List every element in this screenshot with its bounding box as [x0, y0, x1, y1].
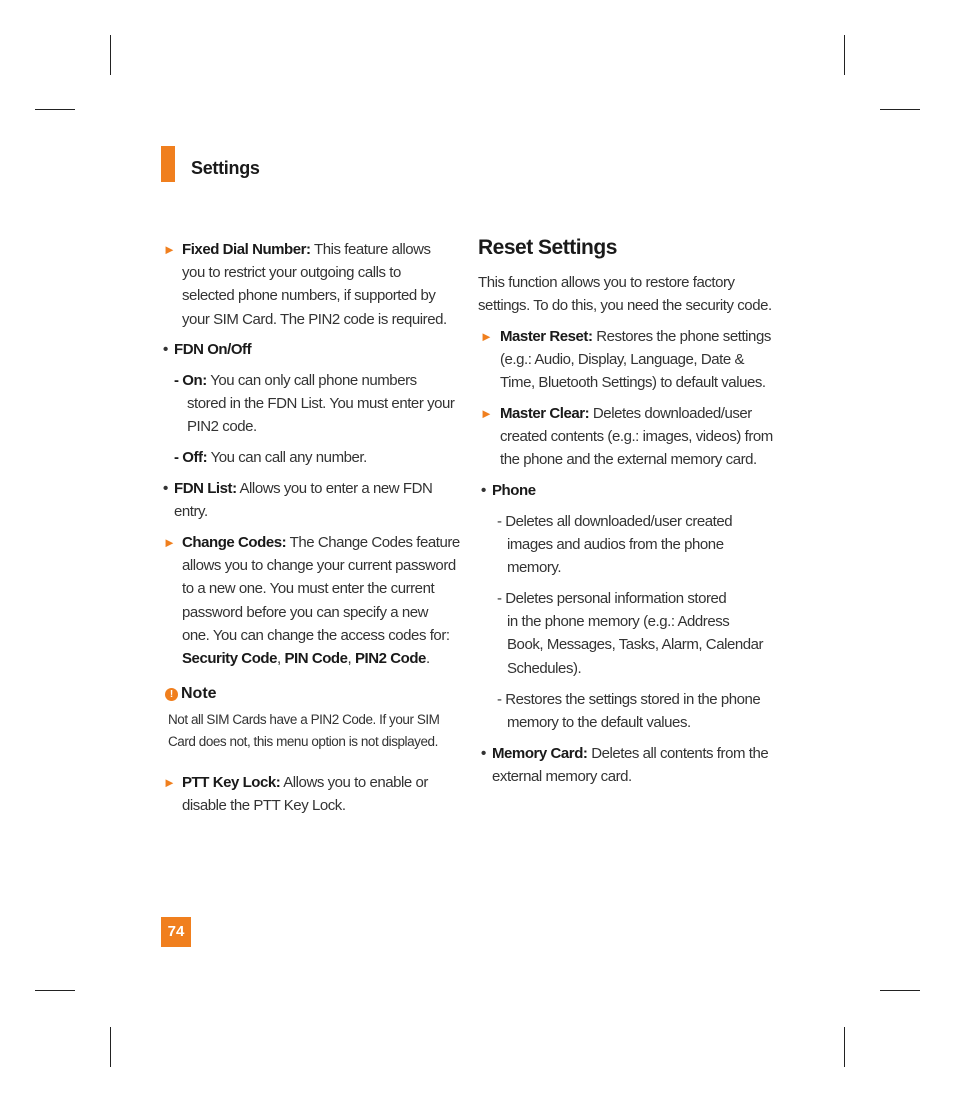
note-box	[163, 683, 463, 763]
crop-mark	[844, 1027, 845, 1067]
reset-settings-heading: Reset Settings	[478, 236, 617, 259]
bullet-icon: •	[481, 745, 486, 762]
fdn-list-text: Allows you to enter a new FDN	[239, 480, 433, 497]
pin2-code-text: PIN2 Code	[354, 650, 426, 668]
note-line: Not all SIM Cards have a PIN2 Code. If your SIM	[168, 712, 440, 727]
fixed-dial-text: This feature allows	[314, 241, 431, 258]
crop-mark	[110, 35, 111, 75]
fdn-off-text: You can call any number.	[210, 449, 367, 466]
arrow-icon: ►	[163, 775, 176, 790]
master-reset-label: Master Reset:	[500, 328, 593, 345]
arrow-icon: ►	[163, 535, 176, 550]
separator-text: ,	[277, 650, 285, 668]
phone-detail-text: Book, Messages, Tasks, Alarm, Calendar	[507, 636, 764, 654]
master-clear-text: the phone and the external memory card.	[500, 451, 757, 469]
period-text: .	[425, 650, 430, 668]
phone-detail-text: memory to the default values.	[507, 714, 691, 732]
note-title: Note	[181, 685, 217, 702]
fdn-on-label: - On:	[174, 372, 207, 389]
change-codes-text: to a new one. You must enter the current	[182, 580, 435, 598]
change-codes-label: Change Codes:	[182, 534, 287, 551]
phone-detail	[497, 510, 787, 580]
fdn-on-text: You can only call phone numbers	[210, 372, 417, 389]
phone-detail-text: - Restores the settings stored in the phone	[497, 691, 761, 708]
arrow-icon: ►	[480, 406, 493, 421]
fdn-on-text: stored in the FDN List. You must enter your	[187, 395, 455, 413]
master-reset-text: Restores the phone settings	[596, 328, 771, 345]
fixed-dial-text: selected phone numbers, if supported by	[182, 287, 436, 305]
change-codes-text: allows you to change your current password	[182, 557, 456, 575]
change-codes-text: one. You can change the access codes for:	[182, 626, 450, 644]
phone-detail	[497, 587, 787, 680]
exclamation-icon: !	[165, 688, 178, 701]
bullet-icon: •	[163, 480, 168, 497]
fdn-onoff-label: FDN On/Off	[174, 341, 252, 358]
crop-mark	[110, 1027, 111, 1067]
memory-card-label: Memory Card:	[492, 745, 588, 762]
crop-mark	[844, 35, 845, 75]
phone-detail-text: Schedules).	[507, 659, 582, 677]
fixed-dial-text: you to restrict your outgoing calls to	[182, 264, 401, 282]
section-accent-bar	[161, 146, 175, 182]
phone-detail-text: images and audios from the phone	[507, 536, 724, 554]
memory-card-text: external memory card.	[492, 768, 632, 786]
fdn-off-item	[174, 446, 464, 469]
reset-intro	[478, 271, 778, 317]
section-title: Settings	[191, 158, 260, 178]
change-codes-text: password before you can specify a new	[182, 603, 428, 621]
ptt-key-lock-text: Allows you to enable or	[283, 774, 428, 791]
security-code-text: Security Code	[182, 650, 278, 668]
intro-text: settings. To do this, you need the security code.	[478, 297, 772, 315]
master-reset-text: (e.g.: Audio, Display, Language, Date &	[500, 351, 745, 369]
phone-detail-text: - Deletes personal information stored	[497, 590, 727, 607]
separator-text: ,	[347, 650, 355, 668]
pin-code-text: PIN Code	[284, 650, 348, 668]
crop-mark	[880, 990, 920, 991]
note-line: Card does not, this menu option is not displayed.	[168, 734, 438, 749]
crop-mark	[35, 109, 75, 110]
page-number: 74	[161, 917, 191, 947]
crop-mark	[35, 990, 75, 991]
fixed-dial-label: Fixed Dial Number:	[182, 241, 311, 258]
phone-detail-text: in the phone memory (e.g.: Address	[507, 613, 730, 631]
ptt-key-lock-label: PTT Key Lock:	[182, 774, 281, 791]
bullet-icon: •	[163, 341, 168, 358]
fdn-list-label: FDN List:	[174, 480, 237, 497]
arrow-icon: ►	[163, 242, 176, 257]
intro-text: This function allows you to restore factory	[478, 274, 735, 291]
phone-detail	[497, 688, 787, 734]
fixed-dial-text: your SIM Card. The PIN2 code is required.	[182, 310, 447, 328]
arrow-icon: ►	[480, 329, 493, 344]
phone-detail-text: memory.	[507, 559, 562, 577]
fdn-on-text: PIN2 code.	[187, 418, 257, 436]
phone-label: Phone	[492, 482, 536, 499]
bullet-icon: •	[481, 482, 486, 499]
master-clear-text: Deletes downloaded/user	[592, 405, 752, 422]
master-clear-text: created contents (e.g.: images, videos) from	[500, 428, 773, 446]
crop-mark	[880, 109, 920, 110]
ptt-key-lock-text: disable the PTT Key Lock.	[182, 797, 346, 815]
note-text	[168, 709, 468, 753]
fdn-list-text: entry.	[174, 503, 208, 521]
master-reset-text: Time, Bluetooth Settings) to default values.	[500, 374, 766, 392]
phone-detail-text: - Deletes all downloaded/user created	[497, 513, 733, 530]
fdn-on-item	[174, 369, 464, 439]
memory-card-text: Deletes all contents from the	[591, 745, 769, 762]
master-clear-label: Master Clear:	[500, 405, 590, 422]
change-codes-text: The Change Codes feature	[289, 534, 460, 551]
fdn-off-label: - Off:	[174, 449, 208, 466]
